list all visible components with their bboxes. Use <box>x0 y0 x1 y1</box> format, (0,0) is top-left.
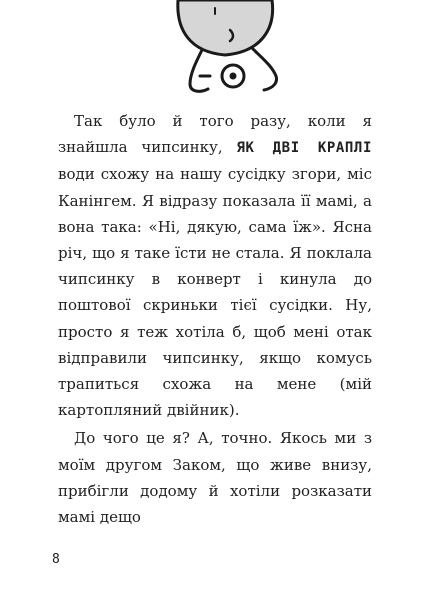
left-leg <box>190 50 208 91</box>
page-number: 8 <box>52 552 60 567</box>
blob-body <box>178 0 273 55</box>
right-leg <box>252 48 277 90</box>
ring-dot <box>230 73 237 80</box>
cartoon-blob-illustration <box>150 0 300 95</box>
paragraph-2: До чого це я? А, точно. Якось ми з моїм другом Заком, що живе внизу, прибігли додому й хотіли розказати мамі дещо <box>58 429 372 527</box>
paragraph-1-start: Так було й того разу, коли я знайшла чипсинку, <box>58 112 372 157</box>
body-text <box>58 108 372 530</box>
paragraph-1 <box>58 108 372 423</box>
paragraph-1-rest: води схожу на нашу сусідку згори, міс Канінгем. Я відразу показала її мамі, а вона така: «Ні, дякую, сама їж». Ясна річ, що я таке їсти не стала. Я поклала чипсинку в конверт і кинула до поштової скриньки тієї сусідки. Ну, просто я теж хотіла б, щоб мені отак відправили чипсинку, якщо комусь трапиться схожа на мене (мій картопляний двійник). <box>58 165 372 420</box>
handwritten-phrase: ЯК ДВІ КРАПЛІ <box>236 140 372 157</box>
